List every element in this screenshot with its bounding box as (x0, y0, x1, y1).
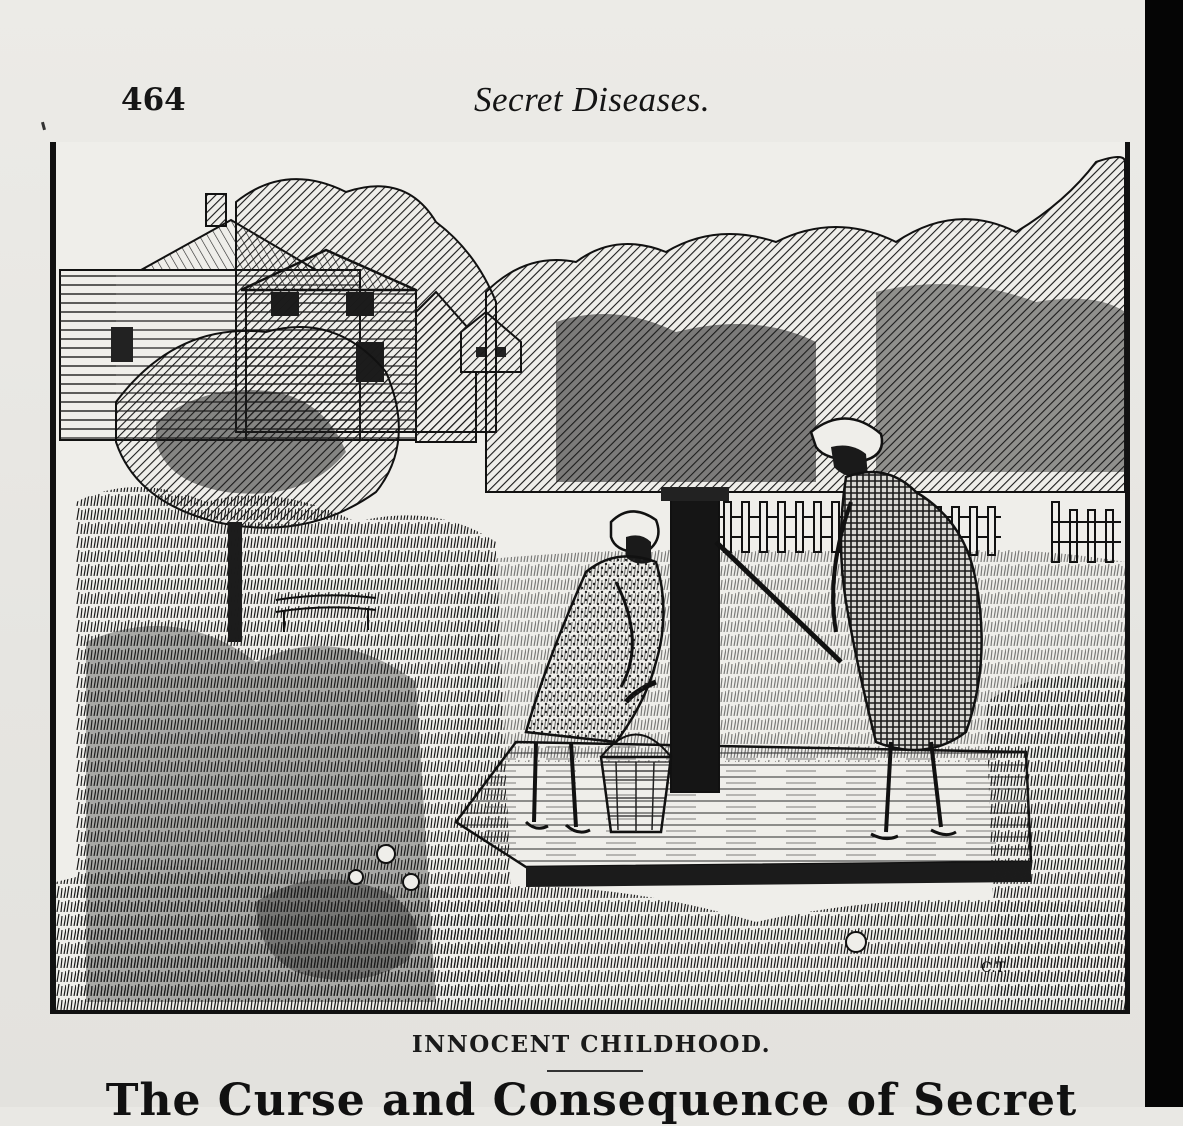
well-platform (456, 742, 1031, 887)
engraving-plate (50, 142, 1130, 1014)
running-head: Secret Diseases. (474, 80, 711, 119)
engraving-illustration (56, 142, 1125, 1010)
plate-caption: INNOCENT CHILDHOOD. (411, 1031, 772, 1058)
scan-speck (41, 122, 46, 131)
scan-edge (1145, 0, 1183, 1107)
artist-signature: C.T. (981, 960, 1008, 976)
caption-rule (547, 1070, 643, 1072)
page-number: 464 (121, 82, 186, 118)
chapter-heading: The Curse and Consequence of Secret (105, 1075, 1078, 1126)
